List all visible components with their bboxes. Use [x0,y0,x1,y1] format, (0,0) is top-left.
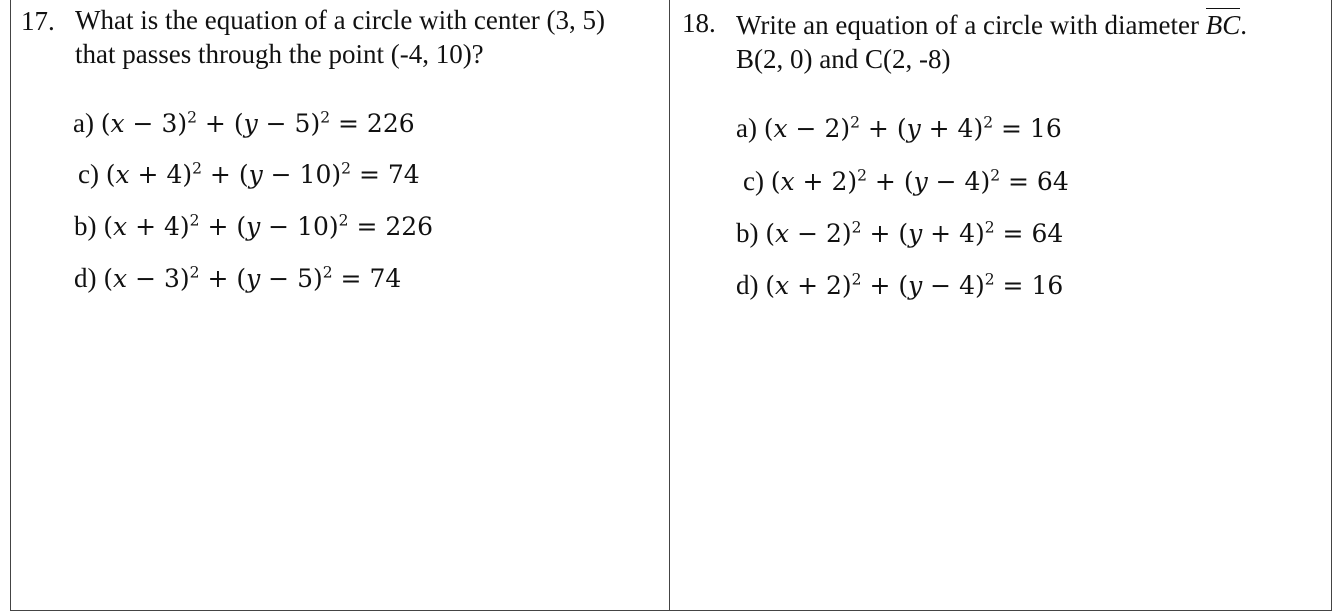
diameter-segment-label: BC [1205,10,1241,40]
choice-equation: $(x + 2)^2 + (y - 4)^2 = 16$ [765,270,1064,300]
choice-equation: $(x + 2)^2 + (y - 4)^2 = 64$ [770,166,1069,196]
question-17-cell [11,0,670,610]
choice-equation: $(x - 2)^2 + (y + 4)^2 = 16$ [763,113,1062,143]
question-18-cell [670,0,1332,610]
answer-choice-c[interactable] [78,161,420,188]
choice-label: d) [736,270,759,300]
choice-equation: $(x - 3)^2 + (y - 5)^2 = 226$ [100,108,415,138]
choice-equation: $(x + 4)^2 + (y - 10)^2 = 74$ [105,159,420,189]
choice-label: a) [736,113,757,143]
choice-label: c) [78,159,99,189]
worksheet-table [10,0,1332,611]
choice-equation: $(x + 4)^2 + (y - 10)^2 = 226$ [103,211,434,241]
question-18-text [736,8,1247,76]
choice-label: c) [743,166,764,196]
question-number: 18. [682,8,716,38]
answer-choice-a[interactable] [736,115,1062,142]
choice-label: b) [74,211,97,241]
answer-choice-d[interactable] [736,272,1063,299]
question-text-line: What is the equation of a circle with center (3, 5) [75,5,606,35]
answer-choice-c[interactable] [743,168,1069,195]
answer-choice-d[interactable] [74,265,401,292]
question-number: 17. [21,6,55,36]
question-text-line: that passes through the point (-4, 10)? [75,39,484,69]
period: . [1240,10,1247,40]
choice-label: d) [74,263,97,293]
question-17-text [75,3,605,71]
choice-equation: $(x - 2)^2 + (y + 4)^2 = 64$ [765,218,1064,248]
answer-choice-b[interactable] [74,213,433,240]
answer-choice-a[interactable] [73,110,415,137]
question-text-line: B(2, 0) and C(2, -8) [736,44,951,74]
question-text-line: Write an equation of a circle with diameter [736,10,1199,40]
choice-equation: $(x - 3)^2 + (y - 5)^2 = 74$ [103,263,402,293]
choice-label: b) [736,218,759,248]
answer-choice-b[interactable] [736,220,1063,247]
choice-label: a) [73,108,94,138]
